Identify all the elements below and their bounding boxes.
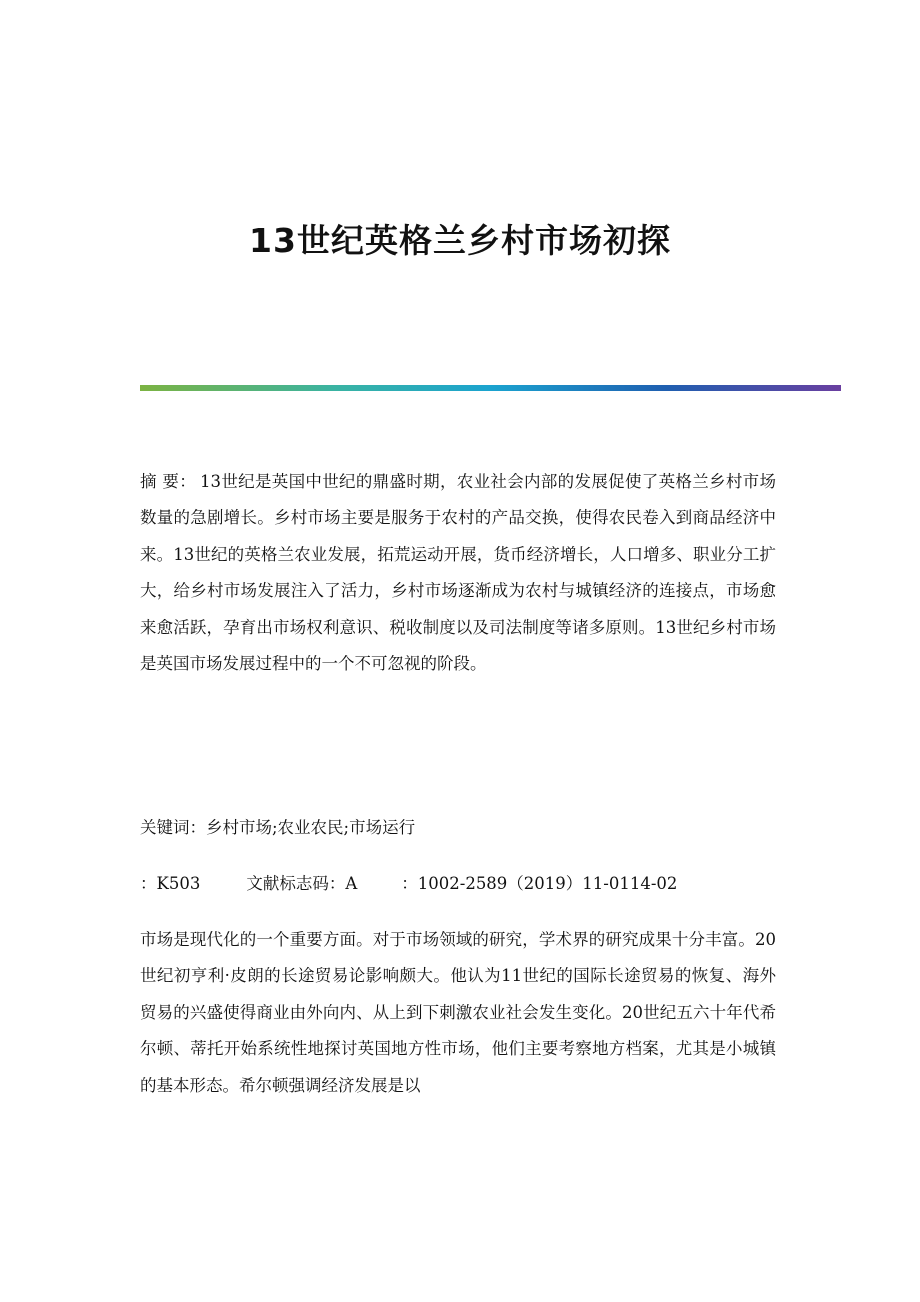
body-paragraph: 市场是现代化的一个重要方面。对于市场领域的研究，学术界的研究成果十分丰富。20世纪初亨利·皮朗的长途贸易论影响颇大。他认为11世纪的国际长途贸易的恢复、海外贸易的兴盛使得商业由外向内、从上到下刺激农业社会发生变化。20世纪五六十年代希尔顿、蒂托开始系统性地探讨英国地方性市场，他们主要考察地方档案，尤其是小城镇的基本形态。希尔顿强调经济发展是以 [140, 930, 776, 1095]
title-divider [140, 385, 841, 391]
keywords-text: 乡村市场;农业农民;市场运行 [206, 818, 416, 837]
abstract-text: 13世纪是英国中世纪的鼎盛时期，农业社会内部的发展促使了英格兰乡村市场数量的急剧增长。乡村市场主要是服务于农村的产品交换，使得农民卷入到商品经济中来。13世纪的英格兰农业发展，拓荒运动开展，货币经济增长，人口增多、职业分工扩大，给乡村市场发展注入了活力，乡村市场逐渐成为农村与城镇经济的连接点，市场愈来愈活跃，孕育出市场权利意识、税收制度以及司法制度等诸多原则。13世纪乡村市场是英国市场发展过程中的一个不可忽视的阶段。 [140, 472, 776, 674]
keywords [140, 810, 776, 846]
document-code: 文献标志码：A [246, 874, 358, 893]
classification-line [140, 866, 776, 902]
article-number: ：1002-2589（2019）11-0114-02 [401, 874, 678, 893]
abstract-label: 摘 要： [140, 472, 197, 491]
abstract [140, 464, 776, 682]
document-title: 13世纪英格兰乡村市场初探 [249, 221, 671, 260]
keywords-label: 关键词： [140, 818, 206, 837]
clc-number: ：K503 [140, 874, 201, 893]
